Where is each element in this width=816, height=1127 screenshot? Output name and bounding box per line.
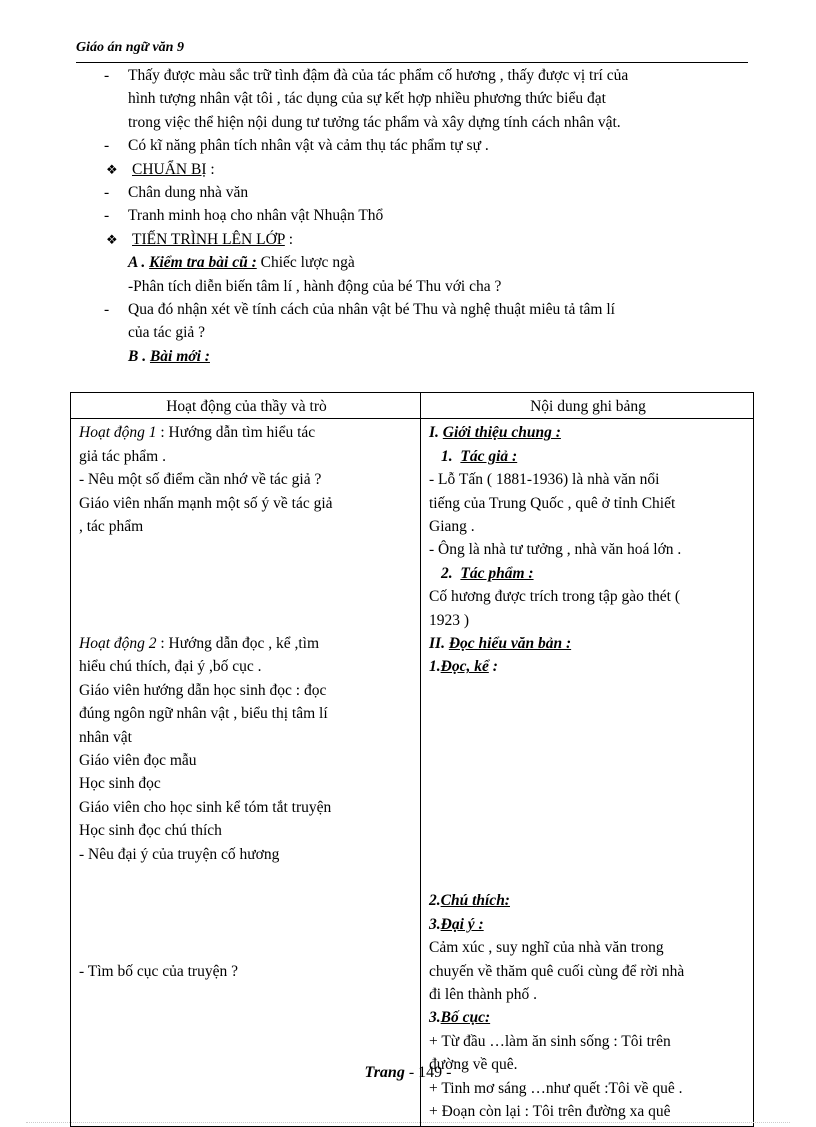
content-line: + Tinh mơ sáng …như quết :Tôi về quê . — [429, 1079, 683, 1097]
activity-line: Giáo viên nhấn mạnh một số ý về tác giả — [79, 494, 333, 512]
activity-1-text: : Hướng dẫn tìm hiểu tác — [156, 424, 316, 442]
author-num: 1. — [441, 447, 453, 465]
content-line: Cảm xúc , suy nghĩ của nhà văn trong — [429, 939, 664, 957]
check-question: -Phân tích diễn biến tâm lí , hành động của bé Thu với cha ? — [128, 277, 502, 295]
content-line: Giang . — [429, 518, 475, 536]
read-title: Đọc, kể — [440, 658, 489, 676]
goal-line: trong việc thể hiện nội dung tư tưởng tác phẩm và xây dựng tính cách nhân vật. — [128, 113, 621, 131]
activity-line: - Nêu một số điểm cần nhớ về tác giả ? — [79, 471, 322, 489]
note-title: Chú thích: — [440, 892, 510, 910]
content-line: - Lỗ Tấn ( 1881-1936) là nhà văn nổi — [429, 471, 660, 489]
activities-cell — [71, 419, 421, 1126]
content-line: + Đoạn còn lại : Tôi trên đường xa quê — [429, 1103, 671, 1121]
work-num: 2. — [441, 564, 453, 582]
content-line: đi lên thành phố . — [429, 986, 538, 1004]
skill-line: - Có kĩ năng phân tích nhân vật và cảm thụ tác phẩm tự sự . — [100, 134, 760, 157]
activity-1-label: Hoạt động 1 — [79, 424, 157, 442]
activity-line: giả tác phẩm . — [79, 447, 166, 465]
lesson-table — [70, 392, 754, 1127]
content-line: - Ông là nhà tư tưởng , nhà văn hoá lớn . — [429, 541, 682, 559]
activity-line: - Tìm bố cục của truyện ? — [79, 962, 238, 980]
activity-line: Giáo viên hướng dẫn học sinh đọc : đọc — [79, 681, 327, 699]
section-2-title: Đọc hiểu văn bản : — [448, 635, 572, 653]
main-idea-num: 3. — [429, 915, 441, 933]
section-2-num: II. — [429, 635, 445, 653]
table-row — [71, 419, 754, 1126]
page-header — [76, 40, 748, 63]
new-lesson-line — [100, 345, 760, 368]
content-cell — [421, 419, 754, 1126]
content-line: 1923 ) — [429, 611, 470, 629]
read-colon: : — [488, 658, 498, 676]
new-lesson-prefix: B . — [128, 347, 147, 365]
prep-item: - Tranh minh hoạ cho nhân vật Nhuận Thổ — [100, 204, 760, 227]
page-number: - 149 - — [404, 1064, 452, 1081]
work-title: Tác phẩm : — [460, 564, 534, 582]
header-title: Giáo án ngữ văn 9 — [76, 40, 184, 55]
activity-line: , tác phẩm — [79, 518, 144, 536]
content-line: + Từ đầu …làm ăn sinh sống : Tôi trên — [429, 1032, 671, 1050]
activity-line: Học sinh đọc — [79, 775, 161, 793]
activity-2-label: Hoạt động 2 — [79, 635, 157, 653]
prep-heading-line: ❖ CHUẨN BỊ : — [100, 158, 760, 181]
activity-line: hiểu chú thích, đại ý ,bố cục . — [79, 658, 262, 676]
activity-line: Học sinh đọc chú thích — [79, 822, 222, 840]
check-label: Kiểm tra bài cũ : — [149, 254, 257, 272]
prep-item: - Chân dung nhà văn — [100, 181, 760, 204]
lesson-intro — [100, 64, 760, 368]
author-title: Tác giả : — [460, 447, 518, 465]
diamond-bullet-icon: ❖ — [106, 161, 118, 177]
process-heading-line: ❖ TIẾN TRÌNH LÊN LỚP : — [100, 228, 760, 251]
content-line: chuyến về thăm quê cuối cùng để rời nhà — [429, 962, 685, 980]
goal-line: - Thấy được màu sắc trữ tình đậm đà của tác phẩm cố hương , thấy được vị trí của — [100, 64, 760, 87]
activity-line: - Nêu đại ý của truyện cố hương — [79, 845, 280, 863]
activity-line: nhân vật — [79, 728, 132, 746]
main-idea-title: Đại ý : — [440, 915, 484, 933]
process-heading: TIẾN TRÌNH LÊN LỚP — [132, 230, 285, 248]
check-prefix: A . — [128, 254, 146, 272]
content-line: đường về quê. — [429, 1056, 518, 1074]
new-lesson-label: Bài mới : — [149, 347, 210, 365]
activity-line: Giáo viên cho học sinh kể tóm tắt truyện — [79, 798, 332, 816]
activity-line: Giáo viên đọc mẫu — [79, 752, 197, 770]
activity-line: đúng ngôn ngữ nhân vật , biểu thị tâm lí — [79, 705, 328, 723]
check-text: Chiếc lược ngà — [260, 254, 355, 272]
activity-2-text: : Hướng dẫn đọc , kể ,tìm — [156, 635, 320, 653]
read-num: 1. — [429, 658, 441, 676]
section-1-num: I. — [429, 424, 439, 442]
header-content: Nội dung ghi bảng — [421, 393, 754, 419]
content-line: Cố hương được trích trong tập gào thét ( — [429, 588, 681, 606]
layout-title: Bố cục: — [440, 1009, 491, 1027]
header-activities: Hoạt động của thầy và trò — [71, 393, 421, 419]
check-line — [100, 251, 760, 274]
page-footer — [0, 1064, 816, 1082]
section-1-title: Giới thiệu chung : — [442, 424, 561, 442]
note-num: 2. — [429, 892, 441, 910]
layout-num: 3. — [429, 1009, 441, 1027]
footer-brand: Trang — [364, 1064, 405, 1081]
table-header-row — [71, 393, 754, 419]
prep-heading: CHUẨN BỊ — [132, 160, 207, 178]
content-line: tiếng của Trung Quốc , quê ở tỉnh Chiết — [429, 494, 676, 512]
followup-line: - Qua đó nhận xét về tính cách của nhân vật bé Thu và nghệ thuật miêu tả tâm lí — [100, 298, 760, 321]
goal-line: hình tượng nhân vật tôi , tác dụng của sự kết hợp nhiều phương thức biểu đạt — [128, 90, 606, 108]
diamond-bullet-icon: ❖ — [106, 231, 118, 247]
followup-line: của tác giả ? — [128, 324, 206, 342]
